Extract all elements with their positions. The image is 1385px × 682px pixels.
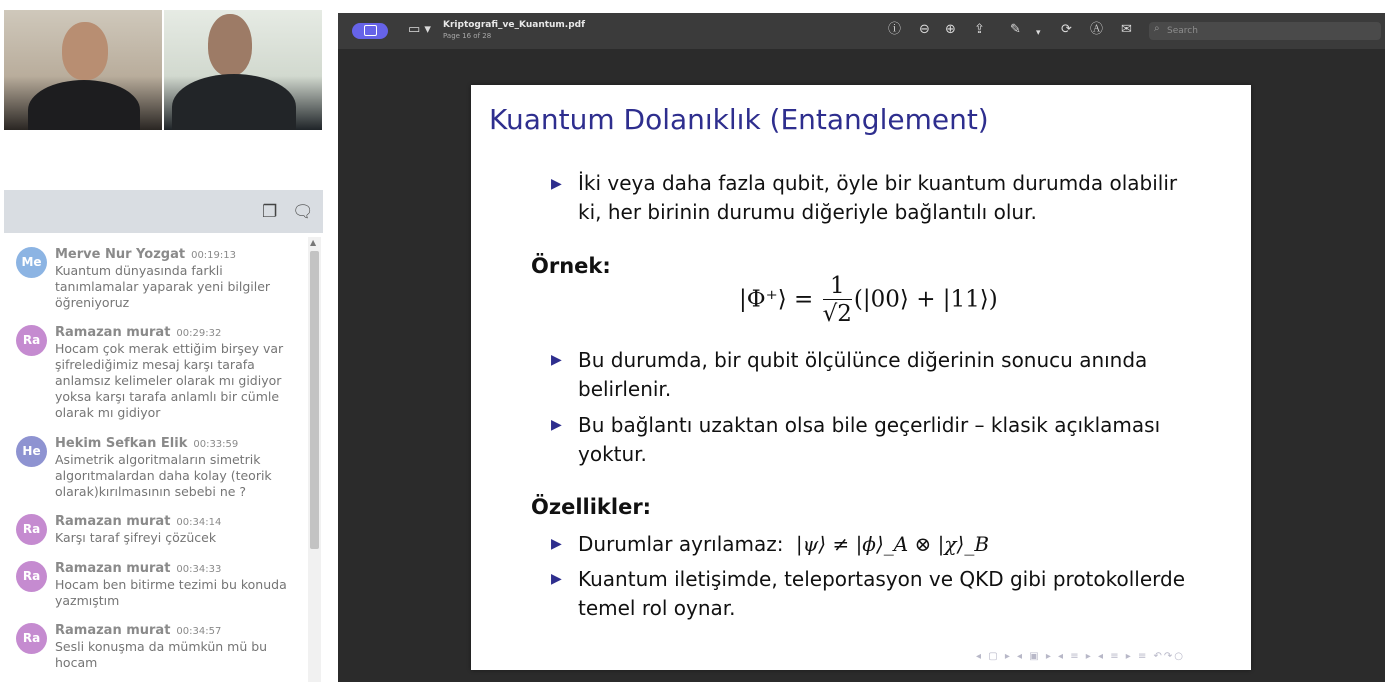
bullet-text: Durumlar ayrılamaz: |ψ⟩ ≠ |ϕ⟩_A ⊗ |χ⟩_B bbox=[578, 532, 990, 556]
bullet-triangle-icon: ▶ bbox=[551, 536, 562, 552]
beamer-navigation-icons[interactable]: ◂ ▢ ▸ ◂ ▣ ▸ ◂ ≡ ▸ ◂ ≡ ▸ ≡ ↶↷○ bbox=[976, 651, 1185, 662]
search-input[interactable] bbox=[1167, 24, 1367, 38]
sidebar-icon bbox=[364, 25, 377, 36]
scroll-thumb[interactable] bbox=[310, 251, 319, 549]
bullet-text: Bu durumda, bir qubit ölçülünce diğerinin sonucu anında belirlenir. bbox=[578, 348, 1148, 401]
chat-message-list[interactable] bbox=[4, 234, 307, 682]
message-author: Ramazan murat bbox=[55, 561, 171, 576]
markup-dropdown-icon[interactable]: ▾ bbox=[1036, 28, 1041, 38]
message-text: Hocam ben bitirme tezimi bu konuda yazmıştım bbox=[55, 577, 287, 608]
scroll-up-arrow-icon[interactable]: ▲ bbox=[310, 238, 317, 247]
message-time: 00:33:59 bbox=[193, 439, 239, 450]
rotate-icon[interactable]: ⟳ bbox=[1061, 22, 1072, 37]
annotate-icon[interactable]: Ⓐ bbox=[1090, 22, 1104, 37]
zoom-out-icon[interactable]: ⊖ bbox=[919, 22, 930, 37]
bullet-triangle-icon: ▶ bbox=[551, 176, 562, 192]
message-text: Kuantum dünyasında farkli tanımlamalar yaparak yeni bilgiler öğreniyoruz bbox=[55, 263, 271, 310]
participant-2-head bbox=[208, 14, 252, 76]
message-author: Ramazan murat bbox=[55, 325, 171, 340]
bell-state-formula: |Φ⁺⟩ = $\frac{1}{√2}$ (|00⟩ + |11⟩) bbox=[739, 273, 998, 327]
form-fill-icon[interactable]: ✉ bbox=[1121, 22, 1132, 37]
message-text: Hocam çok merak ettiğim birşey var şifrelediğimiz mesaj karşı tarafa anlamsız kelimeler olarak mı gidiyor yoksa karşı tarafa anlamlı bir cümle olarak mı gidiyor bbox=[55, 341, 284, 420]
participant-1-torso bbox=[28, 80, 140, 130]
message-text: Sesli konuşma da mümkün mü bu hocam bbox=[55, 639, 268, 670]
message-time: 00:34:14 bbox=[176, 517, 222, 528]
left-panel bbox=[0, 0, 323, 682]
avatar: Ra bbox=[16, 561, 47, 592]
message-time: 00:34:33 bbox=[176, 564, 222, 575]
message-text: Karşı taraf şifreyi çözücek bbox=[55, 530, 217, 545]
video-participant-1[interactable] bbox=[4, 10, 162, 130]
chat-bubble-icon[interactable]: 🗨 bbox=[292, 202, 314, 222]
zoom-in-icon[interactable]: ⊕ bbox=[945, 22, 956, 37]
bullet-triangle-icon: ▶ bbox=[551, 417, 562, 433]
message-author: Ramazan murat bbox=[55, 514, 171, 529]
participant-1-head bbox=[62, 22, 108, 80]
chat-scrollbar[interactable] bbox=[308, 237, 321, 682]
bullet-triangle-icon: ▶ bbox=[551, 571, 562, 587]
sidebar-mode-button[interactable] bbox=[352, 23, 388, 39]
message-time: 00:34:57 bbox=[176, 626, 222, 637]
video-participant-2[interactable] bbox=[164, 10, 322, 130]
example-heading: Örnek: bbox=[531, 254, 611, 278]
message-text: Asimetrik algoritmaların simetrik algorıtmalardan daha kolay (teorik olarak)kırılmasının sebebi ne ? bbox=[55, 452, 272, 499]
message-time: 00:29:32 bbox=[176, 328, 222, 339]
pdf-toolbar bbox=[338, 13, 1385, 49]
separability-formula: |ψ⟩ ≠ |ϕ⟩_A ⊗ |χ⟩_B bbox=[795, 532, 990, 556]
chat-toolbar bbox=[4, 190, 323, 233]
avatar: Me bbox=[16, 247, 47, 278]
document-title: Kriptografi_ve_Kuantum.pdf bbox=[443, 20, 586, 30]
bullet-triangle-icon: ▶ bbox=[551, 352, 562, 368]
bullet-text: İki veya daha fazla qubit, öyle bir kuantum durumda olabilir ki, her birinin durumu diğeriyle bağlantılı olur. bbox=[578, 171, 1178, 224]
message-author: Ramazan murat bbox=[55, 623, 171, 638]
pdf-viewer bbox=[338, 13, 1385, 682]
message-author: Hekim Sefkan Elik bbox=[55, 436, 188, 451]
copy-icon[interactable]: ❐ bbox=[262, 202, 278, 222]
avatar: Ra bbox=[16, 325, 47, 356]
markup-pen-icon[interactable]: ✎ bbox=[1010, 22, 1021, 37]
avatar: He bbox=[16, 436, 47, 467]
message-time: 00:19:13 bbox=[191, 250, 236, 261]
message-author: Merve Nur Yozgat bbox=[55, 247, 186, 262]
pdf-page[interactable] bbox=[471, 85, 1251, 670]
search-field[interactable] bbox=[1149, 22, 1381, 40]
participant-2-torso bbox=[172, 74, 296, 130]
avatar: Ra bbox=[16, 514, 47, 545]
features-heading: Özellikler: bbox=[531, 495, 652, 519]
info-icon[interactable]: ⓘ bbox=[888, 22, 902, 37]
bullet-text: Kuantum iletişimde, teleportasyon ve QKD gibi protokollerde temel rol oynar. bbox=[578, 567, 1186, 620]
bullet-text: Bu bağlantı uzaktan olsa bile geçerlidir – klasik açıklaması yoktur. bbox=[578, 413, 1161, 466]
slide-title: Kuantum Dolanıklık (Entanglement) bbox=[489, 103, 989, 136]
share-icon[interactable]: ⇪ bbox=[974, 22, 985, 37]
sidebar-layout-icon[interactable]: ▭ ▾ bbox=[408, 22, 431, 37]
avatar: Ra bbox=[16, 623, 47, 654]
page-indicator: Page 16 of 28 bbox=[443, 32, 492, 40]
search-icon: ⌕ bbox=[1154, 23, 1160, 34]
